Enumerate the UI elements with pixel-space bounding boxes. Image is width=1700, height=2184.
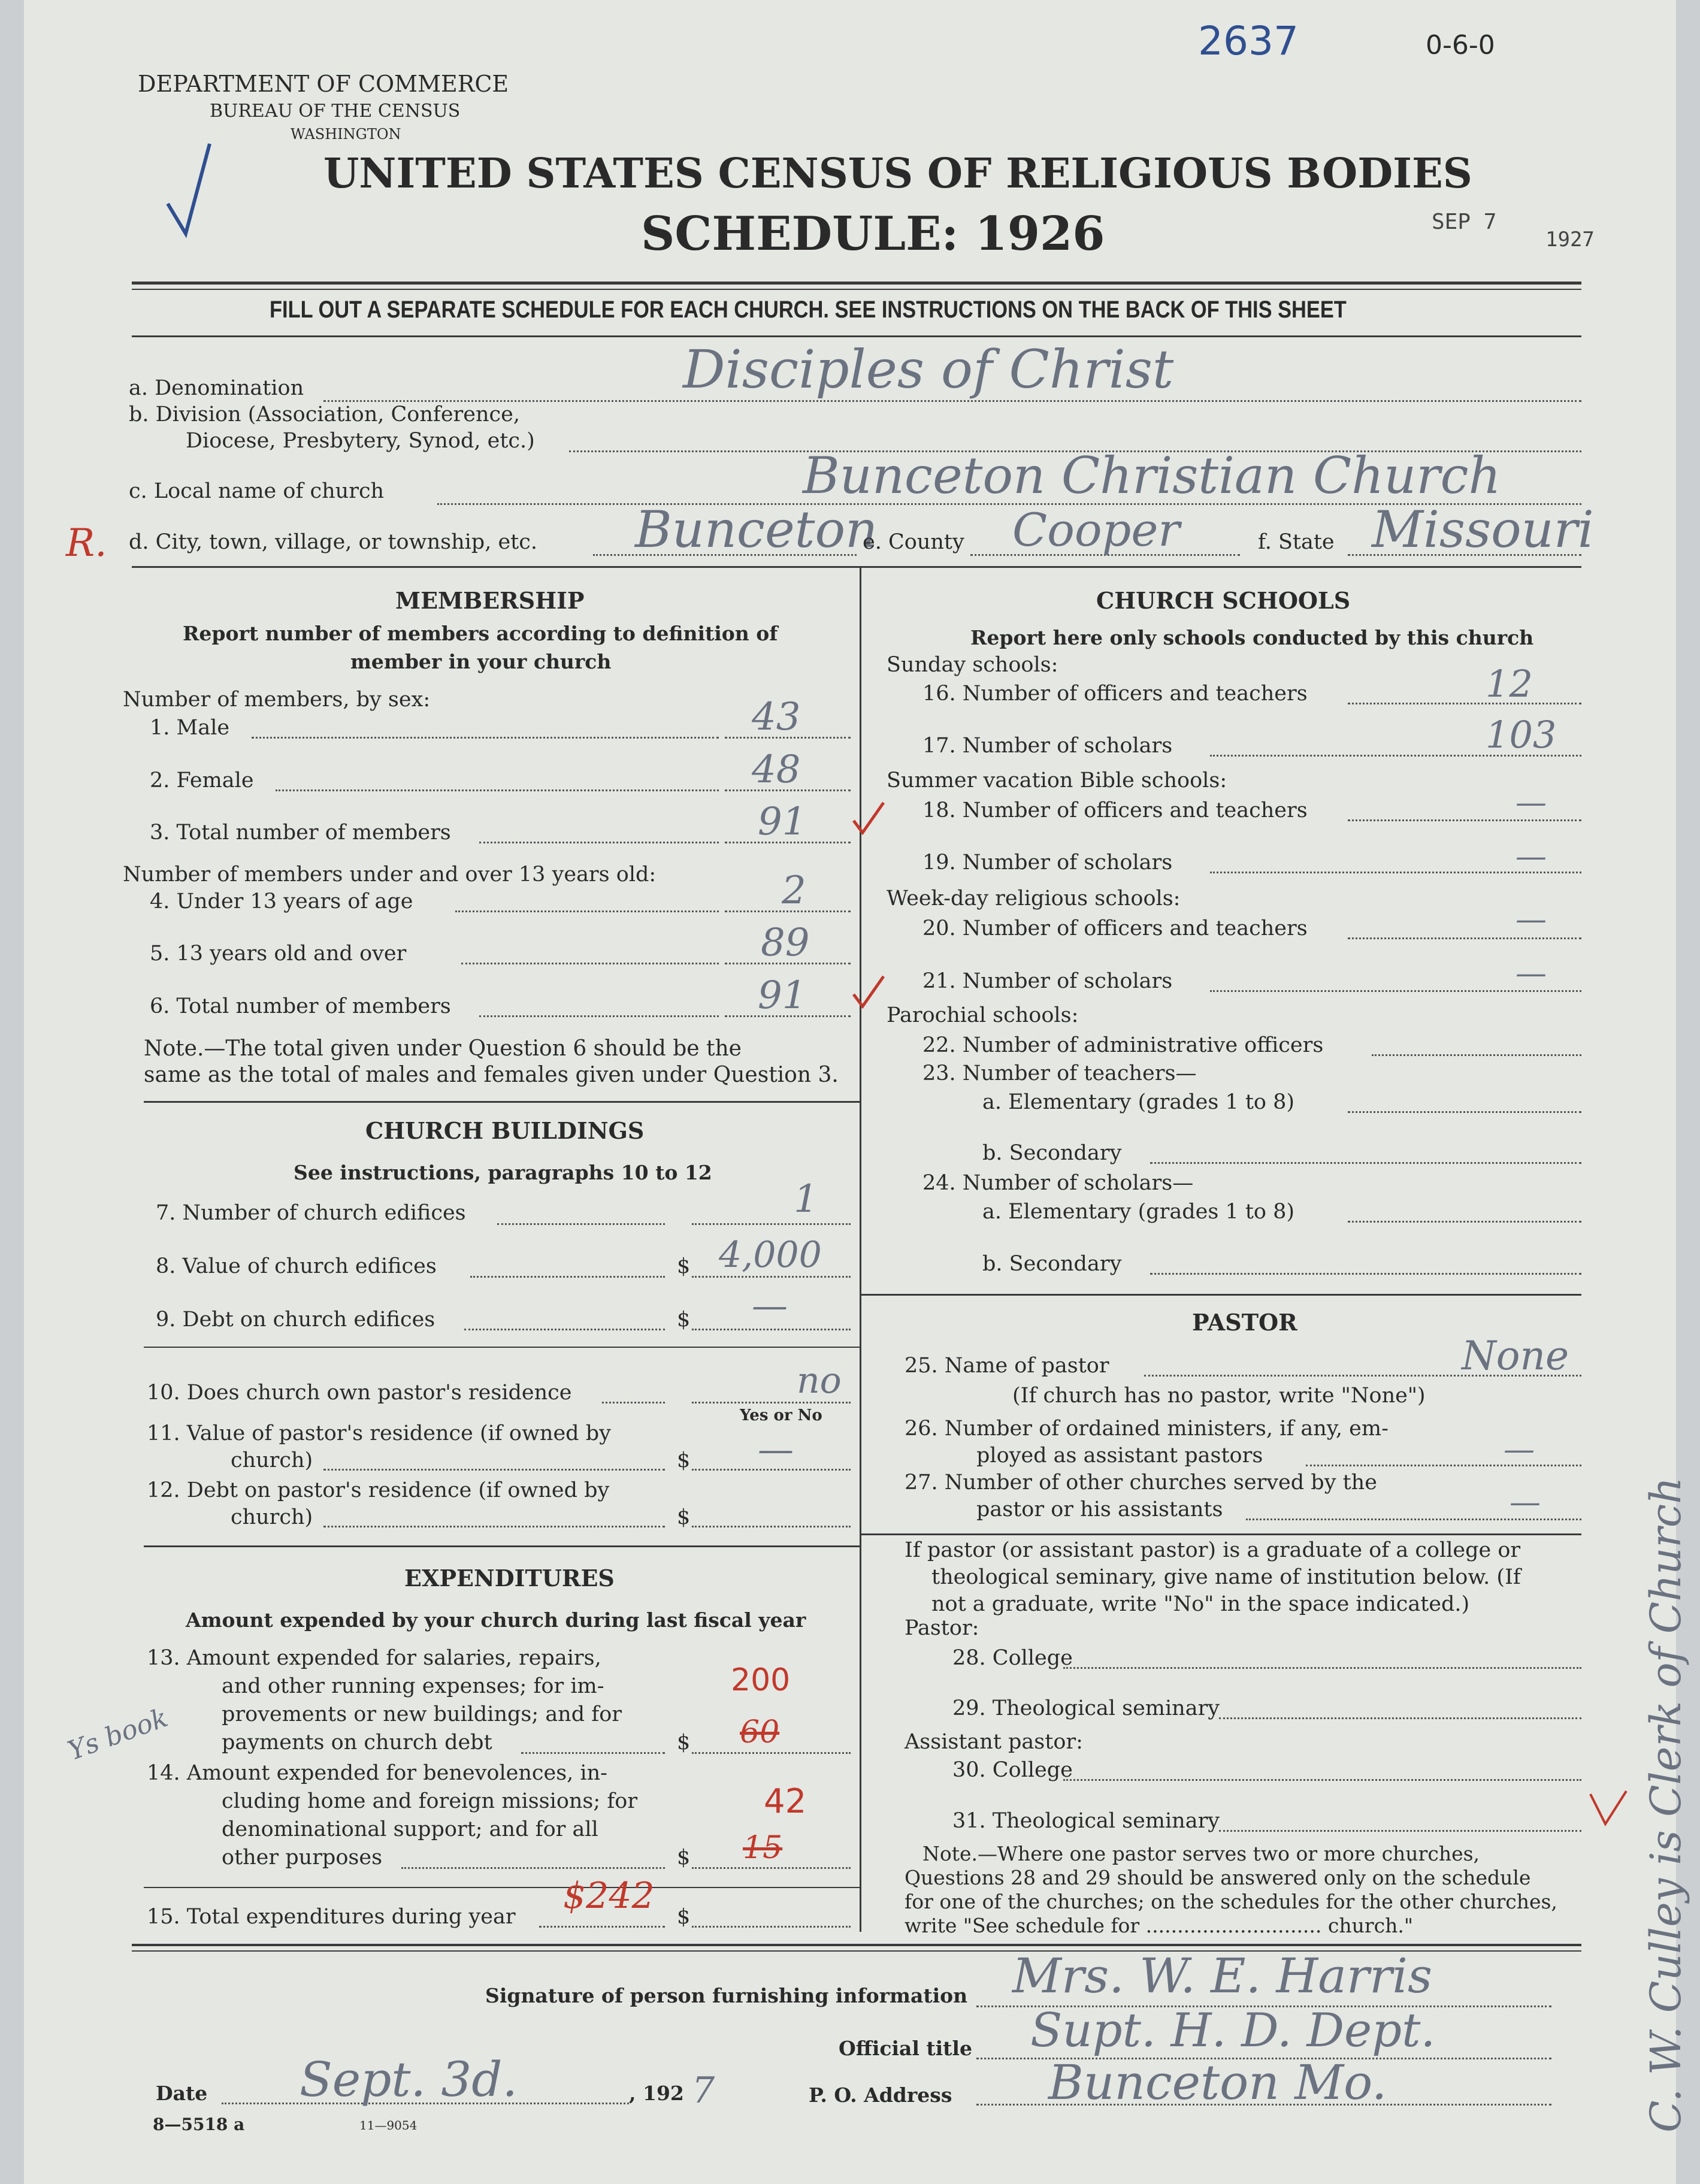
assistant-pastor-subhead: Assistant pastor: (905, 1730, 1083, 1754)
q27-value: — (1510, 1484, 1541, 1520)
q1-value: 43 (752, 695, 801, 739)
q26-label-2: ployed as assistant pastors (976, 1444, 1263, 1468)
page-title: UNITED STATES CENSUS OF RELIGIOUS BODIES (323, 150, 1472, 198)
yes-no-hint: Yes or No (740, 1406, 822, 1424)
pastor-note-4: write "See schedule for ............................ church." (905, 1914, 1414, 1937)
q23a-label: a. Elementary (grades 1 to 8) (982, 1090, 1295, 1114)
q8-answer-line (692, 1276, 851, 1278)
q31-label: 31. Theological seminary (952, 1809, 1220, 1833)
ident-rule (132, 566, 1581, 568)
q3-line (479, 842, 719, 843)
q17-value: 103 (1486, 713, 1557, 757)
q29-line (1219, 1717, 1581, 1719)
q13-label-4: payments on church debt (222, 1731, 492, 1755)
q8-value: 4,000 (719, 1234, 822, 1276)
q15-value: $242 (563, 1875, 655, 1917)
q23b-label: b. Secondary (982, 1141, 1122, 1165)
q18-value: — (1516, 785, 1547, 821)
q10-value: no (797, 1360, 842, 1402)
pastor-title: PASTOR (1192, 1309, 1297, 1336)
q10-answer-line (692, 1402, 851, 1403)
side-margin-note: C. W. Culley is Clerk of Church (1641, 1477, 1690, 2132)
q10-label: 10. Does church own pastor's residence (147, 1381, 572, 1405)
q12-dollar: $ (677, 1505, 691, 1529)
q15-label: 15. Total expenditures during year (147, 1905, 516, 1929)
q1-label: 1. Male (150, 716, 230, 740)
instruction-rule (132, 335, 1581, 337)
buildings-sub: See instructions, paragraphs 10 to 12 (294, 1161, 712, 1184)
q24-label: 24. Number of scholars— (922, 1171, 1194, 1195)
q6-label: 6. Total number of members (150, 994, 451, 1018)
code-stamp: 0-6-0 (1426, 30, 1495, 61)
expenditures-sub: Amount expended by your church during last fiscal year (186, 1608, 806, 1632)
q15-dollar: $ (677, 1905, 691, 1929)
q4-value: 2 (782, 869, 806, 913)
parochial-schools-label: Parochial schools: (887, 1003, 1079, 1027)
q7-value: 1 (794, 1177, 818, 1221)
official-title-label: Official title (839, 2037, 972, 2060)
q27-label: 27. Number of other churches served by the (905, 1471, 1377, 1495)
q23a-line (1348, 1111, 1581, 1113)
state-value: Missouri (1372, 500, 1594, 559)
q19-value: — (1516, 839, 1547, 875)
q22-label: 22. Number of administrative officers (922, 1033, 1324, 1057)
q24b-label: b. Secondary (982, 1252, 1122, 1276)
q19-label: 19. Number of scholars (922, 851, 1173, 875)
weekday-schools-label: Week-day religious schools: (887, 887, 1181, 910)
date-value: Sept. 3d. (300, 2052, 518, 2107)
q12-label: 12. Debt on pastor's residence (if owned by (147, 1478, 610, 1502)
q14-value: 42 (764, 1782, 807, 1821)
buildings-title: CHURCH BUILDINGS (365, 1117, 645, 1144)
department-name: DEPARTMENT OF COMMERCE (138, 71, 509, 97)
membership-rule (144, 1101, 860, 1103)
q14-label-3: denominational support; and for all (222, 1817, 598, 1841)
q4-line (455, 910, 719, 912)
q13-answer-line (692, 1752, 851, 1754)
red-check-icon-2 (851, 973, 887, 1009)
q5-label: 5. 13 years old and over (150, 942, 407, 966)
q16-value: 12 (1486, 662, 1533, 706)
q9-dollar: $ (677, 1308, 691, 1332)
members-by-age-label: Number of members under and over 13 years old: (123, 863, 657, 887)
expenditures-mid-rule (144, 1887, 860, 1888)
check-mark-icon (162, 138, 216, 246)
census-schedule-page (24, 0, 1690, 2184)
q7-answer-line (692, 1223, 851, 1225)
q20-line (1348, 937, 1581, 939)
q23-label: 23. Number of teachers— (922, 1061, 1197, 1085)
q8-label: 8. Value of church edifices (156, 1254, 437, 1278)
denomination-label: a. Denomination (129, 376, 304, 400)
q13-label-2: and other running expenses; for im- (222, 1674, 604, 1698)
header-rule-thin (132, 289, 1581, 290)
po-address-label: P. O. Address (809, 2083, 952, 2107)
graduate-note-3: not a graduate, write "No" in the space indicated.) (931, 1592, 1470, 1616)
q24b-line (1150, 1273, 1581, 1275)
q13-label: 13. Amount expended for salaries, repairs, (147, 1646, 601, 1670)
q30-label: 30. College (952, 1758, 1073, 1782)
year-prefix: , 192 (629, 2082, 684, 2105)
q9-line (464, 1329, 665, 1330)
schedule-title: SCHEDULE: 1926 (641, 207, 1105, 261)
q28-label: 28. College (952, 1646, 1073, 1670)
q12-label-2: church) (231, 1505, 313, 1529)
q26-line (1306, 1465, 1581, 1466)
buildings-rule (144, 1545, 860, 1547)
q11-label: 11. Value of pastor's residence (if owned by (147, 1421, 611, 1445)
q9-value: — (752, 1285, 788, 1327)
state-label: f. State (1258, 530, 1335, 554)
q31-line (1219, 1830, 1581, 1832)
buildings-mid-rule (144, 1347, 860, 1348)
city-value: Bunceton (635, 500, 878, 559)
county-value: Cooper (1012, 503, 1180, 556)
q11-dollar: $ (677, 1448, 691, 1472)
q7-line (497, 1223, 665, 1225)
q22-line (1372, 1054, 1581, 1056)
local-name-value: Bunceton Christian Church (803, 446, 1501, 505)
print-number: 11—9054 (359, 2118, 418, 2132)
footer-rule (132, 1944, 1581, 1946)
pastor-note-1: Note.—Where one pastor serves two or more churches, (922, 1842, 1480, 1865)
q12-line (323, 1526, 665, 1527)
q20-label: 20. Number of officers and teachers (922, 916, 1308, 940)
q10-line (602, 1402, 665, 1403)
q26-value: — (1504, 1432, 1535, 1468)
q2-value: 48 (752, 748, 801, 792)
q4-label: 4. Under 13 years of age (150, 890, 413, 913)
header-rule (132, 282, 1581, 285)
q11-line (323, 1469, 665, 1471)
q5-value: 89 (761, 921, 810, 965)
denomination-line (323, 400, 1581, 402)
q14-label: 14. Amount expended for benevolences, in- (147, 1761, 607, 1785)
q13-struck-value: 60 (740, 1714, 780, 1750)
q15-answer-line (692, 1926, 851, 1928)
q3-label: 3. Total number of members (150, 821, 451, 845)
q3-value: 91 (758, 800, 807, 844)
form-number: 8—5518 a (153, 2115, 245, 2134)
q24a-label: a. Elementary (grades 1 to 8) (982, 1200, 1295, 1224)
po-address-value: Bunceton Mo. (1048, 2055, 1387, 2110)
county-label: e. County (863, 530, 964, 554)
q6-value: 91 (758, 973, 807, 1018)
q30-line (1063, 1779, 1581, 1781)
summer-schools-label: Summer vacation Bible schools: (887, 769, 1227, 792)
membership-note-1: Note.—The total given under Question 6 should be the (144, 1036, 742, 1061)
signature-value: Mrs. W. E. Harris (1012, 1948, 1433, 2004)
expenditures-title: EXPENDITURES (404, 1565, 615, 1592)
file-number-stamp: 2637 (1198, 18, 1299, 64)
q6-line (479, 1015, 719, 1017)
q1-line (252, 737, 719, 739)
official-title-value: Supt. H. D. Dept. (1030, 2004, 1436, 2058)
q13-value: 200 (731, 1662, 791, 1698)
q13-label-3: provements or new buildings; and for (222, 1702, 622, 1726)
graduate-note-2: theological seminary, give name of institution below. (If (931, 1565, 1521, 1589)
received-year-stamp: 1927 (1545, 228, 1595, 252)
q9-label: 9. Debt on church edifices (156, 1308, 435, 1332)
q11-label-2: church) (231, 1448, 313, 1472)
pastor-note-3: for one of the churches; on the schedules for the other churches, (905, 1890, 1557, 1913)
q24a-line (1348, 1221, 1581, 1223)
q7-label: 7. Number of church edifices (156, 1201, 466, 1225)
q26-label: 26. Number of ordained ministers, if any, em- (905, 1417, 1389, 1441)
q11-value: — (758, 1429, 794, 1471)
division-label-2: Diocese, Presbytery, Synod, etc.) (186, 429, 535, 453)
membership-sub-2: member in your church (350, 650, 612, 673)
q16-label: 16. Number of officers and teachers (922, 682, 1308, 706)
red-check-icon (851, 800, 887, 836)
q17-label: 17. Number of scholars (922, 734, 1173, 758)
margin-mark: R. (66, 521, 107, 565)
pastor-subhead: Pastor: (905, 1616, 979, 1640)
margin-note: Ys book (63, 1702, 172, 1767)
date-label: Date (156, 2082, 208, 2105)
q8-line (470, 1276, 665, 1278)
sunday-schools-label: Sunday schools: (887, 653, 1058, 677)
schools-title: CHURCH SCHOOLS (1096, 587, 1351, 614)
q25-label: 25. Name of pastor (905, 1354, 1109, 1378)
q14-line (401, 1867, 665, 1869)
year-digit: 7 (692, 2070, 715, 2112)
q15-line (539, 1926, 665, 1928)
denomination-value: Disciples of Christ (683, 338, 1174, 400)
q20-value: — (1516, 902, 1547, 937)
local-name-label: c. Local name of church (129, 479, 385, 503)
pastor-rule (860, 1533, 1581, 1535)
q14-struck-value: 15 (743, 1830, 783, 1866)
q18-label: 18. Number of officers and teachers (922, 798, 1308, 822)
q16-line (1348, 703, 1581, 704)
q12-answer-line (692, 1526, 851, 1527)
pastor-note-2: Questions 28 and 29 should be answered only on the schedule (905, 1866, 1531, 1889)
q14-dollar: $ (677, 1846, 691, 1870)
q27-label-2: pastor or his assistants (976, 1498, 1223, 1521)
q28-line (1063, 1667, 1581, 1669)
division-label: b. Division (Association, Conference, (129, 403, 520, 426)
membership-sub-1: Report number of members according to definition of (183, 622, 778, 645)
membership-note-2: same as the total of males and females given under Question 3. (144, 1063, 839, 1087)
q25-value: None (1462, 1333, 1569, 1379)
q5-line (461, 963, 719, 964)
signature-label: Signature of person furnishing information (485, 1984, 968, 2007)
q14-label-2: cluding home and foreign missions; for (222, 1789, 638, 1813)
q25-note: (If church has no pastor, write "None") (1012, 1384, 1426, 1408)
column-divider (860, 566, 861, 1932)
bureau-name: BUREAU OF THE CENSUS (210, 101, 461, 122)
q21-value: — (1516, 955, 1547, 991)
red-check-icon-3 (1587, 1788, 1629, 1830)
instruction-banner: FILL OUT A SEPARATE SCHEDULE FOR EACH CHURCH. SEE INSTRUCTIONS ON THE BACK OF THIS SHEET (270, 297, 1347, 323)
graduate-note-1: If pastor (or assistant pastor) is a graduate of a college or (905, 1538, 1521, 1562)
q29-label: 29. Theological seminary (952, 1696, 1220, 1720)
q9-answer-line (692, 1329, 851, 1330)
q8-dollar: $ (677, 1254, 691, 1278)
received-date-stamp: SEP 7 (1432, 210, 1497, 234)
schools-sub: Report here only schools conducted by this church (970, 626, 1534, 649)
q23b-line (1150, 1162, 1581, 1164)
members-by-sex-label: Number of members, by sex: (123, 688, 431, 712)
city-label: d. City, town, village, or township, etc. (129, 530, 537, 554)
q14-label-4: other purposes (222, 1846, 383, 1870)
schools-rule (860, 1294, 1581, 1296)
q2-label: 2. Female (150, 769, 254, 792)
membership-title: MEMBERSHIP (395, 587, 585, 614)
city-name: WASHINGTON (291, 126, 401, 143)
q13-dollar: $ (677, 1731, 691, 1755)
q21-label: 21. Number of scholars (922, 969, 1173, 993)
q2-line (276, 789, 719, 791)
q14-answer-line (692, 1867, 851, 1869)
q13-line (521, 1752, 665, 1754)
